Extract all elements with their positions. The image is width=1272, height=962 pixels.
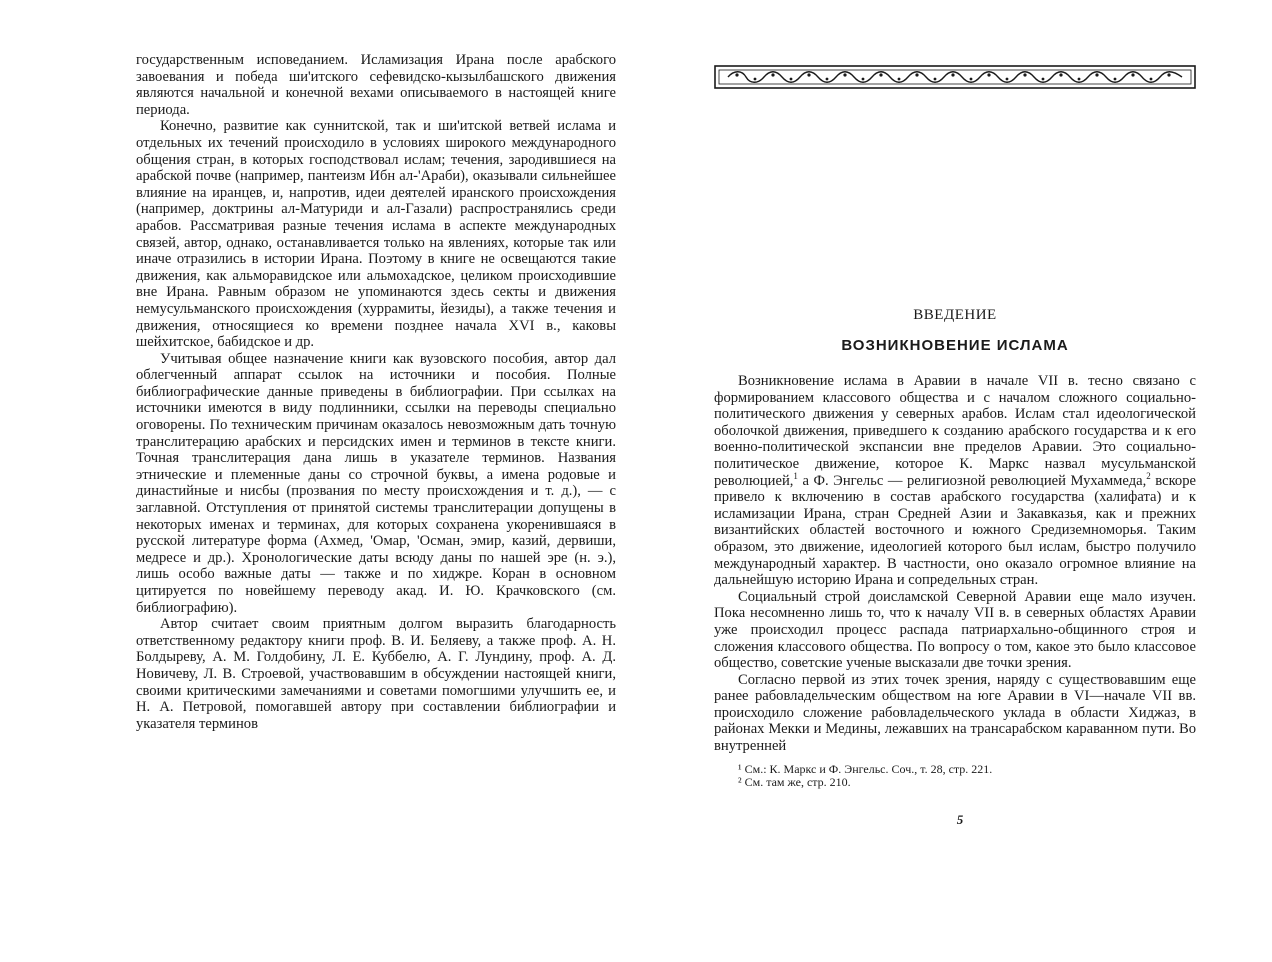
left-paragraph-2: Конечно, развитие как суннитской, так и ши'итской ветвей ислама и отдельных их течений происходило в условиях широкого международного общения стран, в которых господствовал ислам; течения, зародившиеся на арабской почве (например, пантеизм Ибн ал-'Араби), оказывали сильнейшее влияние на иранцев, и, напротив, идеи деятелей иранского происхождения (например, доктрины ал-Матуриди и ал-Газали) распространялись среди арабов. Рассматривая разные течения ислама в аспекте международных связей, автор, однако, останавливается только на явлениях, которые так или иначе отразились в истории Ирана. Поэтому в книге не освещаются такие движения, как альморавидское или альмохадское, целиком происходившие вне Ирана. Равным образом не упоминаются здесь секты и движения немусульманского происхождения (хуррамиты, йезиды), а также течения и движения, относящиеся ко времени позднее начала XVI в., каковы шейхитское, бабидское и др. — [136, 118, 616, 351]
right-body — [714, 373, 1196, 755]
footnote-ref-1: 1 — [793, 470, 798, 481]
left-paragraph-1: государственным исповеданием. Исламизация Ирана после арабского завоевания и победа ши'итского сефевидско-кызылбашского движения являются начальной и конечной вехами описываемого в настоящей книге периода. — [136, 52, 616, 118]
footnote-ref-2: 2 — [1146, 470, 1151, 481]
footnotes — [714, 763, 1196, 790]
left-page — [136, 52, 616, 952]
footnote-1: ¹ См.: К. Маркс и Ф. Энгельс. Соч., т. 28, стр. 221. — [738, 761, 993, 776]
right-paragraph-1: Возникновение ислама в Аравии в начале VII в. тесно связано с формированием классового общества и с началом сложного социально-политического движения у северных арабов. Ислам стал идеологической оболочкой движения, приведшего к созданию арабского государства и к его военно-политической экспансии вне пределов Аравии. Это социально-политическое движение, которое К. Маркс назвал мусульманской революцией,$^1$ а Ф. Энгельс — религиозной революцией Мухаммеда,$^2$ вскоре привело к включению в состав арабского государства (халифата) и к исламизации Ирана, стран Средней Азии и Закавказья, как и прежних византийских областей восточного и южного Средиземноморья. Таким образом, это движение, идеологией которого был ислам, быстро получило международный характер. В частности, оно оказало огромное влияние на дальнейшую историю Ирана и сопредельных стран. — [714, 373, 1196, 589]
left-paragraph-3: Учитывая общее назначение книги как вузовского пособия, автор дал облегченный аппарат ссылок на источники и пособия. Полные библиографические данные приведены в библиографии. При ссылках на источники имеются в виду подлинники, ссылки на переводы специально оговорены. По техническим причинам оказалось невозможным дать точную транслитерацию арабских и персидских имен и терминов в тексте книги. Точная транслитерация дана лишь в указателе терминов. Названия этнические и племенные даны со строчной буквы, а имена родовые и династийные и нисбы (прозвания по месту происхождения и т. д.), — с заглавной. Отступления от принятой системы транслитерации допущены в некоторых именах и терминах, для которых сохранена укоренившаяся в русской литературе форма (Ахмед, 'Омар, 'Осман, эмир, казий, дервиши, медресе и др.). Хронологические даты всюду даны по нашей эре (н. э.), лишь особо важные даты — также и по хиджре. Коран в основном цитируется по новейшему переводу акад. И. Ю. Крачковского (см. библиографию). — [136, 350, 616, 616]
chapter-title: ВОЗНИКНОВЕНИЕ ИСЛАМА — [841, 337, 1069, 354]
ornament-header-icon — [714, 62, 1196, 92]
page-number: 5 — [956, 811, 964, 827]
right-page — [714, 62, 1196, 962]
section-label: ВВЕДЕНИЕ — [913, 307, 997, 323]
right-paragraph-2: Социальный строй доисламской Северной Аравии еще мало изучен. Пока несомненно лишь то, что к началу VII в. в северных областях Аравии уже происходил процесс распада патриархально-общинного строя и сложения классового общества. По вопросу о том, какое это было классовое общество, советские ученые высказали две точки зрения. — [714, 588, 1196, 672]
right-paragraph-3: Согласно первой из этих точек зрения, наряду с существовавшим еще ранее рабовладельческим обществом на юге Аравии в VI—начале VII вв. происходило сложение рабовладельческого уклада в области Хиджаз, в районах Мекки и Медины, лежавших на трансарабском караванном пути. Во внутренней — [714, 671, 1196, 755]
left-paragraph-4: Автор считает своим приятным долгом выразить благодарность ответственному редактору книги проф. В. И. Беляеву, а также проф. А. Н. Болдыреву, А. М. Голдобину, Л. Е. Куббелю, А. Г. Лундину, проф. А. Д. Новичеву, Л. В. Строевой, участвовавшим в обсуждении настоящей книги, своими критическими замечаниями и советами помогшими улучшить ее, и Н. А. Петровой, помогавшей автору при составлении библиографии и указателя терминов — [136, 616, 616, 732]
footnote-2: ² См. там же, стр. 210. — [738, 775, 851, 790]
